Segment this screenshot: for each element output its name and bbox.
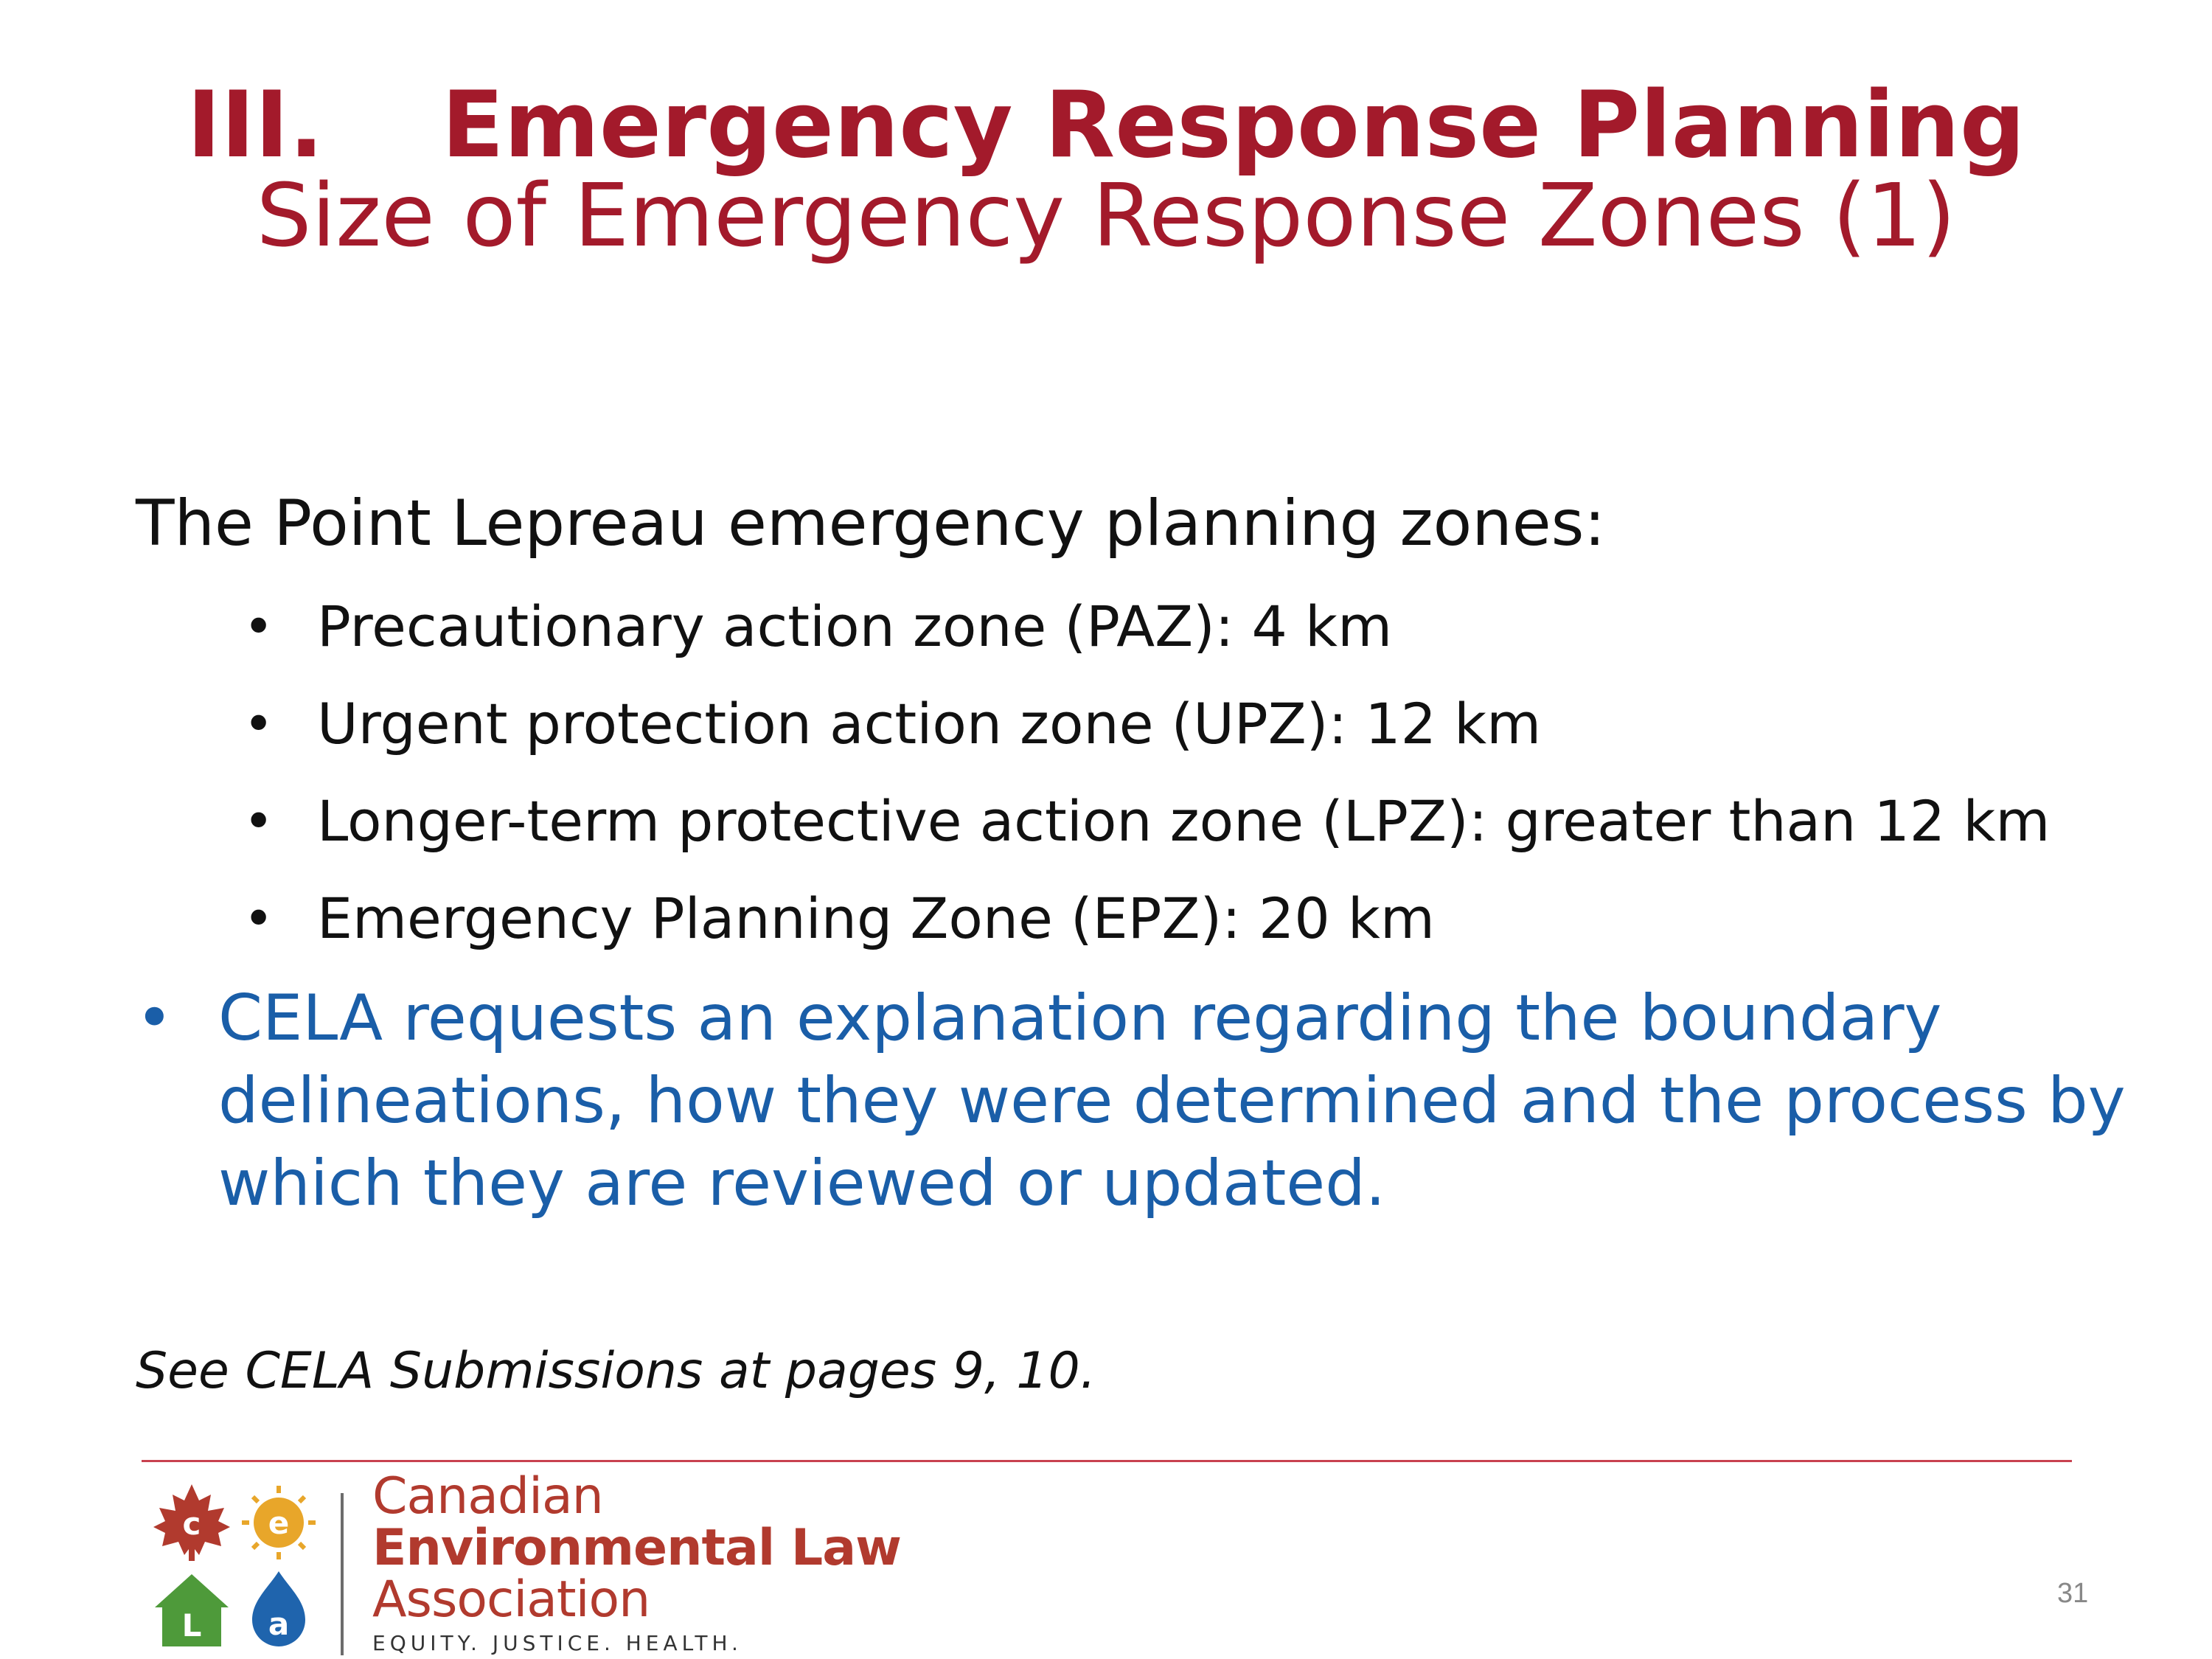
request-bullet: • [136,981,173,1055]
page-number: 31 [2057,1578,2089,1609]
sun-icon [242,1486,316,1559]
slide-title [0,74,2212,177]
slide-subtitle: Size of Emergency Response Zones (1) [256,164,1956,266]
org-tagline: EQUITY. JUSTICE. HEALTH. [372,1631,742,1655]
org-name-line3: Association [372,1571,650,1629]
svg-text:a: a [268,1606,290,1642]
cela-logo-icon [147,1478,324,1655]
section-title: Emergency Response Planning [441,72,2025,178]
svg-text:c: c [182,1506,201,1542]
org-name-line2: Environmental Law [372,1519,901,1577]
logo-separator [341,1493,344,1655]
zone-item-epz: • Emergency Planning Zone (EPZ): 20 km [243,882,2050,979]
section-numeral: III. [187,72,324,178]
org-name [372,1467,901,1629]
submission-reference: See CELA Submissions at pages 9, 10. [136,1342,1096,1400]
water-drop-icon [252,1571,305,1646]
zones-intro: The Point Lepreau emergency planning zones: [136,487,1606,560]
zone-item-paz: • Precautionary action zone (PAZ): 4 km [243,590,2050,687]
zones-list [243,590,2050,979]
org-name-line1: Canadian [372,1467,603,1526]
zone-item-lpz: • Longer-term protective action zone (LPZ): greater than 12 km [243,785,2050,882]
house-icon [155,1574,229,1646]
svg-text:L: L [181,1607,202,1644]
footer-divider [142,1460,2072,1462]
zone-item-upz: • Urgent protection action zone (UPZ): 12 km [243,687,2050,785]
request-text: CELA requests an explanation regarding the boundary delineations, how they were determined and the process by which they are reviewed or updated. [218,981,2126,1220]
cela-logo [147,1478,324,1655]
cela-request [136,977,2126,1225]
svg-text:e: e [268,1505,290,1541]
